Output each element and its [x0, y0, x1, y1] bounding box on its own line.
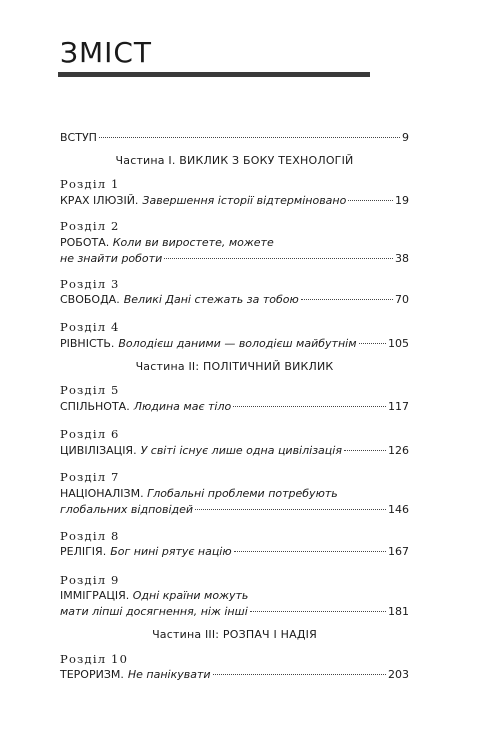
title-underline	[58, 72, 370, 77]
chapter-label: Розділ 7	[60, 470, 120, 484]
entry-subtitle-cont: мати ліпші досягнення, ніж інші	[60, 605, 248, 618]
dot-leader	[348, 200, 393, 201]
entry-title: СВОБОДА.	[60, 293, 120, 306]
toc-entry-chapter-1[interactable]	[60, 194, 409, 208]
entry-title: ТЕРОРИЗМ.	[60, 668, 124, 681]
entry-title: ВСТУП	[60, 131, 97, 144]
dot-leader	[195, 509, 386, 510]
dot-leader	[344, 450, 386, 451]
toc-entry-intro[interactable]	[60, 131, 409, 145]
chapter-label: Розділ 5	[60, 383, 120, 397]
page-number: 117	[388, 400, 409, 413]
entry-subtitle: Глобальні проблеми потребують	[147, 487, 338, 500]
page-number: 19	[395, 194, 409, 207]
toc-entry-chapter-9[interactable]	[60, 605, 409, 619]
chapter-label: Розділ 10	[60, 652, 129, 666]
page-number: 70	[395, 293, 409, 306]
entry-subtitle: Не панікувати	[127, 668, 211, 681]
entry-subtitle: Коли ви виростете, можете	[112, 236, 274, 249]
page-number: 181	[388, 605, 409, 618]
part-heading-2: Частина ІІ: ПОЛІТИЧНИЙ ВИКЛИК	[135, 360, 334, 373]
dot-leader	[233, 406, 386, 407]
entry-subtitle: У світі існує лише одна цивілізація	[140, 444, 342, 457]
dot-leader	[164, 258, 393, 259]
dot-leader	[99, 137, 400, 138]
entry-subtitle: Великі Дані стежать за тобою	[123, 293, 299, 306]
entry-subtitle: Одні країни можуть	[132, 589, 249, 602]
entry-subtitle: Людина має тіло	[133, 400, 232, 413]
toc-entry-chapter-6[interactable]	[60, 444, 409, 458]
dot-leader	[250, 611, 386, 612]
entry-title: ІММІГРАЦІЯ.	[60, 589, 130, 602]
dot-leader	[213, 674, 386, 675]
dot-leader	[234, 551, 386, 552]
toc-entry-chapter-10[interactable]	[60, 668, 409, 682]
part-heading-1: Частина І. ВИКЛИК З БОКУ ТЕХНОЛОГІЙ	[115, 154, 354, 167]
entry-title: РІВНІСТЬ.	[60, 337, 115, 350]
chapter-label: Розділ 1	[60, 177, 120, 191]
toc-entry-chapter-3[interactable]	[60, 293, 409, 307]
entry-subtitle: Завершення історії відтерміновано	[142, 194, 347, 207]
page-number: 38	[395, 252, 409, 265]
chapter-label: Розділ 3	[60, 277, 120, 291]
chapter-label: Розділ 9	[60, 573, 120, 587]
dot-leader	[301, 299, 393, 300]
entry-subtitle-cont: глобальних відповідей	[60, 503, 194, 516]
toc-entry-chapter-2[interactable]	[60, 252, 409, 266]
page-number: 9	[402, 131, 409, 144]
page-number: 126	[388, 444, 409, 457]
entry-subtitle-cont: не знайти роботи	[60, 252, 163, 265]
chapter-label: Розділ 8	[60, 529, 120, 543]
chapter-label: Розділ 4	[60, 320, 120, 334]
chapter-label: Розділ 6	[60, 427, 120, 441]
page-number: 167	[388, 545, 409, 558]
toc-entry-chapter-7[interactable]	[60, 503, 409, 517]
entry-title: ЦИВІЛІЗАЦІЯ.	[60, 444, 137, 457]
dot-leader	[359, 343, 387, 344]
toc-entry-chapter-2-line1[interactable]	[60, 236, 409, 250]
entry-subtitle: Володієш даними — володієш майбутнім	[118, 337, 357, 350]
entry-title: СПІЛЬНОТА.	[60, 400, 130, 413]
page-number: 146	[388, 503, 409, 516]
toc-entry-chapter-5[interactable]	[60, 400, 409, 414]
toc-entry-chapter-4[interactable]	[60, 337, 409, 351]
entry-title: РОБОТА.	[60, 236, 110, 249]
toc-entry-chapter-9-line1[interactable]	[60, 589, 409, 603]
entry-title: РЕЛІГІЯ.	[60, 545, 107, 558]
page-number: 203	[388, 668, 409, 681]
entry-subtitle: Бог нині рятує націю	[110, 545, 232, 558]
chapter-label: Розділ 2	[60, 219, 120, 233]
page-number: 105	[388, 337, 409, 350]
toc-entry-chapter-7-line1[interactable]	[60, 487, 409, 501]
part-heading-3: Частина ІІІ: РОЗПАЧ І НАДІЯ	[152, 628, 317, 641]
page-title: ЗМІСТ	[60, 36, 153, 69]
toc-entry-chapter-8[interactable]	[60, 545, 409, 559]
entry-title: НАЦІОНАЛІЗМ.	[60, 487, 144, 500]
entry-title: КРАХ ІЛЮЗІЙ.	[60, 194, 139, 207]
